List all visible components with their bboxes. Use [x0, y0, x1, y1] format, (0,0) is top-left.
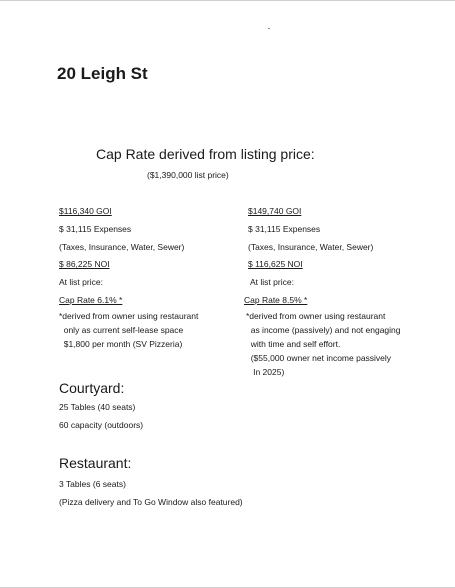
left-note-line: $1,800 per month (SV Pizzeria) — [59, 339, 183, 349]
courtyard-tables: 25 Tables (40 seats) — [59, 402, 136, 412]
right-at-list-price: At list price: — [250, 277, 294, 287]
cap-rate-section-heading: Cap Rate derived from listing price: — [96, 146, 315, 162]
right-cap-rate: Cap Rate 8.5% * — [244, 295, 308, 305]
left-expenses-detail: (Taxes, Insurance, Water, Sewer) — [59, 242, 185, 252]
left-cap-rate: Cap Rate 6.1% * — [59, 295, 123, 305]
right-goi: $149,740 GOI — [248, 206, 302, 216]
right-note-line: *derived from owner using restaurant — [246, 311, 386, 321]
left-expenses: $ 31,115 Expenses — [59, 224, 132, 234]
left-at-list-price: At list price: — [59, 277, 103, 287]
scan-speck — [268, 28, 270, 29]
right-expenses: $ 31,115 Expenses — [248, 224, 321, 234]
page-title: 20 Leigh St — [57, 64, 148, 83]
right-note-line: with time and self effort. — [246, 339, 341, 349]
courtyard-heading: Courtyard: — [59, 380, 125, 396]
right-note-line: as income (passively) and not engaging — [246, 325, 401, 335]
restaurant-tables: 3 Tables (6 seats) — [59, 479, 126, 489]
right-note-line: In 2025) — [246, 367, 285, 377]
right-expenses-detail: (Taxes, Insurance, Water, Sewer) — [248, 242, 374, 252]
left-goi: $116,340 GOI — [59, 206, 112, 216]
list-price-note: ($1,390,000 list price) — [147, 170, 229, 180]
courtyard-capacity: 60 capacity (outdoors) — [59, 420, 144, 430]
restaurant-heading: Restaurant: — [59, 455, 132, 471]
left-note-line: only as current self-lease space — [59, 325, 184, 335]
right-note-line: ($55,000 owner net income passively — [246, 353, 392, 363]
left-note-line: *derived from owner using restaurant — [59, 311, 199, 321]
right-noi: $ 116,625 NOI — [248, 259, 303, 269]
page-top-edge — [0, 0, 455, 1]
restaurant-features: (Pizza delivery and To Go Window also featured) — [59, 497, 243, 507]
left-noi: $ 86,225 NOI — [59, 259, 110, 269]
